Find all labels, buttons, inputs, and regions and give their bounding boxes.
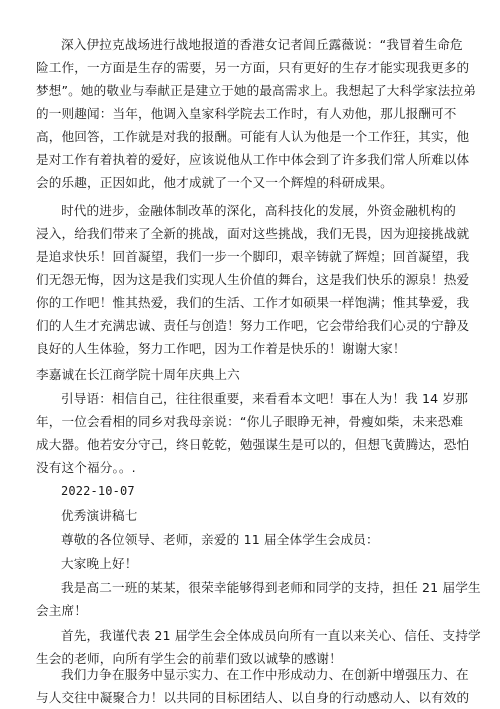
text-line: 成大器。他若安分守己，终日乾乾，勉强谋生是可以的，但想飞黄腾达，恐怕 xyxy=(36,437,470,452)
paragraph-goals xyxy=(36,663,470,709)
text-line: 会主席！ xyxy=(36,603,87,618)
text-line: 是对工作有着执着的爱好，应该说他从工作中体会到了许多我们常人所难以体 xyxy=(36,152,470,167)
text-line: 与人交往中凝聚合力！以共同的目标团结人、以自身的行动感动人、以有效的 xyxy=(36,690,470,705)
text-line: 会的乐趣，正因如此，他才成就了一个又一个辉煌的科研成果。 xyxy=(36,175,393,190)
heading-speech-seven xyxy=(36,504,470,527)
text-line: 你的工作吧！惟其热爱，我们的生活、工作才如硕果一样饱满；惟其挚爱，我 xyxy=(36,295,470,310)
text-line: 尊敬的各位领导、老师，亲爱的 11 届全体学生会成员： xyxy=(61,532,379,547)
text-line: 首先，我谨代表 21 届学生会全体成员向所有一直以来关心、信任、支持学 xyxy=(61,628,481,643)
text-line: 没有这个福分。。. xyxy=(36,460,136,475)
text-line: 时代的进步，金融体制改革的深化，高科技化的发展，外资金融机构的 xyxy=(61,203,457,218)
date-text: 2022-10-07 xyxy=(61,484,135,498)
text-line: 深入伊拉克战场进行战地报道的香港女记者闾丘露薇说：“我冒着生命危 xyxy=(61,37,463,52)
text-line: 优秀演讲稿七 xyxy=(61,508,138,523)
salutation-line xyxy=(36,528,470,551)
text-line: 年，一位会看相的同乡对我母亲说：“你儿子眼睁无神，骨瘦如柴，未来恐难 xyxy=(36,414,464,429)
paragraph-reporter xyxy=(36,33,476,194)
paragraph-self-intro xyxy=(36,576,481,622)
text-line: 是追求快乐！回首凝望，我们一步一个脚印，艰辛铸就了辉煌；回首凝望，我 xyxy=(36,249,470,264)
text-line: 浸入，给我们带来了全新的挑战，面对这些挑战，我们无畏，因为迎接挑战就 xyxy=(36,226,470,241)
text-line: 良好的人生体验，努力工作吧，因为工作着是快乐的！谢谢大家！ xyxy=(36,341,406,356)
text-line: 生会的老师，向所有学生会的前辈们致以诚挚的感谢！ xyxy=(36,651,342,666)
text-line: 我们力争在服务中显示实力、在工作中形成动力、在创新中增强压力、在 xyxy=(61,667,469,682)
section-title-li-ka-shing xyxy=(36,363,470,386)
date-line xyxy=(36,480,470,503)
text-line: 险工作，一方面是生存的需要，另一方面，只有更好的生存才能实现我更多的 xyxy=(36,60,470,75)
text-line: 李嘉诚在长江商学院十周年庆典上六 xyxy=(36,367,240,382)
greeting-line xyxy=(36,552,470,575)
text-line: 梦想”。她的敬业与奉献正是建立于她的最高需求上。我想起了大科学家法拉弟 xyxy=(36,83,476,98)
text-line: 们的人生才充满忠诚、责任与创造！努力工作吧，它会带给我们心灵的宁静及 xyxy=(36,318,470,333)
paragraph-intro xyxy=(36,387,470,479)
text-line: 们无怨无悔，因为这是我们实现人生价值的舞台，这是我们快乐的源泉！热爱 xyxy=(36,272,470,287)
text-line: 我是高二一班的某某，很荣幸能够得到老师和同学的支持，担任 21 届学生 xyxy=(61,580,481,595)
text-line: 引导语：相信自己，往往很重要，来看看本文吧！事在人为！我 14 岁那 xyxy=(61,391,468,406)
text-line: 大家晚上好！ xyxy=(61,556,138,571)
text-line: 的一则趣闻：当年，他调入皇家科学院去工作时，有人劝他，那儿报酬可不 xyxy=(36,106,457,121)
paragraph-finance xyxy=(36,199,470,360)
text-line: 高，他回答，工作就是对我的报酬。可能有人认为他是一个工作狂，其实，他 xyxy=(36,129,470,144)
